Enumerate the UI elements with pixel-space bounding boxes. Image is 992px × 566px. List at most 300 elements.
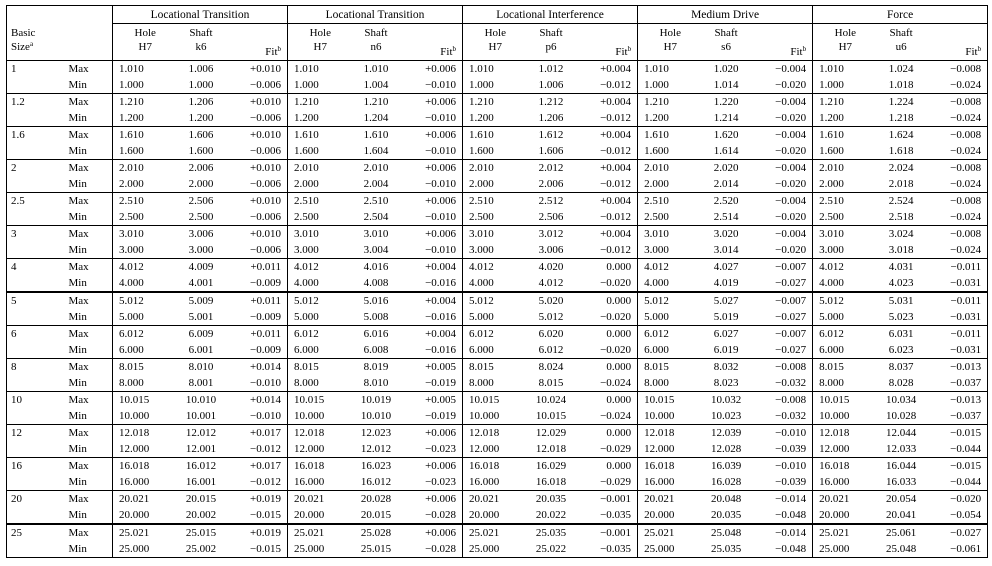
fit-value: −0.020 (756, 176, 813, 193)
hole-value: 10.015 (294, 394, 325, 406)
hole-value: 5.012 (294, 295, 319, 307)
fit-value: −0.027 (756, 309, 813, 326)
table-row-min (7, 209, 988, 226)
shaft-tolerance-class: u6 (895, 41, 907, 53)
fit-value: −0.007 (756, 292, 813, 309)
fit-value: +0.004 (406, 326, 463, 343)
hole-value: 12.000 (288, 441, 347, 458)
basic-size-cell (7, 474, 67, 491)
fit-value: −0.006 (231, 77, 288, 94)
shaft-value: 1.600 (172, 143, 231, 160)
fit-value: +0.006 (406, 94, 463, 111)
shaft-value: 16.012 (185, 460, 217, 472)
fit-value: −0.011 (931, 326, 988, 343)
basic-size-cell (7, 441, 67, 458)
shaft-value: 6.020 (538, 328, 564, 340)
hole-value: 16.018 (819, 460, 850, 472)
shaft-value: 1.604 (347, 143, 406, 160)
fit-value: −0.024 (581, 408, 638, 425)
header-corner (7, 6, 113, 24)
hole-value: 1.200 (288, 110, 347, 127)
max-label: Max (67, 491, 113, 508)
shaft-value: 16.029 (535, 460, 567, 472)
hole-value: 16.000 (288, 474, 347, 491)
shaft-value: 6.001 (172, 342, 231, 359)
shaft-value: 2.006 (522, 176, 581, 193)
shaft-value: 25.015 (347, 541, 406, 558)
shaft-value: 5.016 (363, 295, 389, 307)
shaft-value: 1.220 (713, 96, 739, 108)
basic-size-cell: 1 (7, 61, 67, 78)
shaft-value: 2.500 (172, 209, 231, 226)
shaft-value: 2.018 (872, 176, 931, 193)
shaft-header-label: Shaft (714, 27, 738, 39)
shaft-column-header (522, 24, 581, 61)
shaft-tolerance-class: n6 (370, 41, 382, 53)
basic-size-cell (7, 242, 67, 259)
min-label: Min (67, 375, 113, 392)
fit-value: +0.006 (406, 425, 463, 442)
hole-value: 5.000 (288, 309, 347, 326)
table-row-min (7, 474, 988, 491)
table-row-max (7, 491, 988, 508)
hole-value: 2.000 (638, 176, 697, 193)
hole-value: 2.010 (294, 162, 319, 174)
fit-value: −0.008 (931, 226, 988, 243)
max-label: Max (67, 524, 113, 541)
max-label: Max (67, 193, 113, 210)
hole-column-header (813, 24, 872, 61)
fit-value: −0.061 (931, 541, 988, 558)
hole-value: 20.021 (819, 493, 850, 505)
shaft-value: 4.009 (188, 261, 214, 273)
hole-value: 1.210 (644, 96, 669, 108)
shaft-value: 8.023 (697, 375, 756, 392)
shaft-value: 12.012 (185, 427, 217, 439)
shaft-value: 4.027 (713, 261, 739, 273)
fit-value: −0.010 (406, 176, 463, 193)
hole-value: 3.010 (294, 228, 319, 240)
fit-value: −0.015 (931, 425, 988, 442)
shaft-value: 12.012 (347, 441, 406, 458)
min-label: Min (67, 309, 113, 326)
shaft-value: 5.012 (522, 309, 581, 326)
fit-value: +0.004 (581, 193, 638, 210)
hole-value: 6.012 (469, 328, 494, 340)
basic-size-cell: 5 (7, 292, 67, 309)
hole-value: 10.015 (819, 394, 850, 406)
hole-value: 5.000 (813, 309, 872, 326)
hole-value: 3.000 (638, 242, 697, 259)
fit-table (6, 5, 988, 558)
fit-value: +0.006 (406, 524, 463, 541)
min-label: Min (67, 176, 113, 193)
max-label: Max (67, 61, 113, 78)
table-row-max (7, 127, 988, 144)
fit-value: −0.011 (931, 259, 988, 276)
hole-value: 10.000 (813, 408, 872, 425)
hole-value: 16.000 (463, 474, 522, 491)
hole-value: 1.600 (463, 143, 522, 160)
hole-column-header (463, 24, 522, 61)
shaft-value: 3.012 (538, 228, 564, 240)
hole-value: 5.000 (113, 309, 172, 326)
fit-value: −0.024 (931, 143, 988, 160)
shaft-value: 25.035 (697, 541, 756, 558)
table-row-min (7, 309, 988, 326)
shaft-value: 2.020 (713, 162, 739, 174)
table-row-min (7, 176, 988, 193)
min-label: Min (67, 143, 113, 160)
fit-value: −0.037 (931, 408, 988, 425)
hole-value: 6.000 (113, 342, 172, 359)
shaft-value: 2.520 (713, 195, 739, 207)
hole-value: 5.000 (638, 309, 697, 326)
hole-value: 6.000 (638, 342, 697, 359)
shaft-value: 2.518 (872, 209, 931, 226)
hole-value: 6.012 (119, 328, 144, 340)
group-title-3: Medium Drive (638, 6, 813, 24)
fit-footnote-marker: b (627, 45, 632, 53)
min-label: Min (67, 242, 113, 259)
hole-header-label: Hole (134, 27, 156, 39)
hole-value: 2.500 (288, 209, 347, 226)
shaft-value: 16.044 (885, 460, 917, 472)
shaft-value: 2.010 (363, 162, 389, 174)
fit-value: −0.010 (406, 110, 463, 127)
hole-value: 10.000 (113, 408, 172, 425)
fit-value: +0.006 (406, 127, 463, 144)
shaft-value: 5.020 (538, 295, 564, 307)
hole-value: 1.000 (638, 77, 697, 94)
shaft-value: 10.032 (710, 394, 742, 406)
shaft-column-header (347, 24, 406, 61)
shaft-value: 25.022 (522, 541, 581, 558)
basic-size-cell (7, 77, 67, 94)
shaft-column-header (172, 24, 231, 61)
shaft-value: 10.024 (535, 394, 567, 406)
shaft-value: 12.044 (885, 427, 917, 439)
shaft-value: 8.024 (538, 361, 564, 373)
hole-value: 10.015 (644, 394, 675, 406)
fit-header-label: Fit (965, 46, 978, 58)
shaft-value: 1.020 (713, 63, 739, 75)
group-title-4: Force (813, 6, 988, 24)
fit-value: −0.009 (231, 275, 288, 292)
hole-value: 25.021 (819, 527, 850, 539)
shaft-value: 25.028 (360, 527, 392, 539)
fit-value: −0.048 (756, 541, 813, 558)
hole-value: 12.000 (113, 441, 172, 458)
hole-value: 10.000 (288, 408, 347, 425)
fit-value: 0.000 (581, 392, 638, 409)
hole-value: 1.010 (469, 63, 494, 75)
basic-size-cell: 2 (7, 160, 67, 177)
fit-value: −0.008 (931, 61, 988, 78)
shaft-value: 12.029 (535, 427, 567, 439)
hole-value: 8.015 (294, 361, 319, 373)
min-label: Min (67, 441, 113, 458)
shaft-value: 20.022 (522, 507, 581, 524)
hole-tolerance-class: H7 (313, 41, 327, 53)
shaft-value: 1.206 (188, 96, 214, 108)
max-label: Max (67, 326, 113, 343)
hole-value: 2.500 (813, 209, 872, 226)
table-row-max (7, 458, 988, 475)
basic-size-cell: 16 (7, 458, 67, 475)
shaft-value: 1.004 (347, 77, 406, 94)
max-label: Max (67, 392, 113, 409)
hole-value: 6.000 (288, 342, 347, 359)
table-row-min (7, 441, 988, 458)
fit-value: +0.010 (231, 94, 288, 111)
basic-size-cell (7, 507, 67, 524)
hole-value: 12.000 (813, 441, 872, 458)
hole-value: 8.000 (113, 375, 172, 392)
hole-header-label: Hole (309, 27, 331, 39)
hole-value: 10.015 (469, 394, 500, 406)
hole-value: 2.010 (119, 162, 144, 174)
hole-value: 6.012 (644, 328, 669, 340)
shaft-value: 1.014 (697, 77, 756, 94)
hole-value: 5.012 (819, 295, 844, 307)
shaft-value: 4.001 (172, 275, 231, 292)
fit-value: +0.006 (406, 226, 463, 243)
shaft-value: 2.004 (347, 176, 406, 193)
hole-value: 8.015 (469, 361, 494, 373)
hole-value: 3.000 (463, 242, 522, 259)
fit-value: +0.004 (581, 94, 638, 111)
hole-value: 25.000 (463, 541, 522, 558)
shaft-value: 2.514 (697, 209, 756, 226)
shaft-value: 4.008 (347, 275, 406, 292)
fit-value: −0.001 (581, 491, 638, 508)
hole-value: 2.000 (113, 176, 172, 193)
basic-size-cell (7, 143, 67, 160)
fit-value: −0.009 (231, 342, 288, 359)
hole-value: 4.000 (813, 275, 872, 292)
shaft-value: 4.031 (888, 261, 914, 273)
shaft-value: 1.206 (522, 110, 581, 127)
fit-value: −0.015 (931, 458, 988, 475)
shaft-value: 8.010 (347, 375, 406, 392)
table-row-max (7, 160, 988, 177)
basic-size-footnote-marker: a (29, 39, 34, 48)
fit-value: −0.020 (756, 242, 813, 259)
hole-value: 8.000 (463, 375, 522, 392)
fit-value: −0.007 (756, 259, 813, 276)
hole-value: 25.000 (638, 541, 697, 558)
max-label: Max (67, 458, 113, 475)
fit-value: −0.009 (231, 309, 288, 326)
hole-value: 2.500 (638, 209, 697, 226)
fit-value: −0.006 (231, 110, 288, 127)
table-row-min (7, 342, 988, 359)
min-label: Min (67, 474, 113, 491)
shaft-value: 1.210 (363, 96, 389, 108)
shaft-value: 16.001 (172, 474, 231, 491)
shaft-value: 6.012 (522, 342, 581, 359)
hole-value: 20.021 (644, 493, 675, 505)
fit-value: +0.014 (231, 392, 288, 409)
fit-value: −0.020 (756, 143, 813, 160)
hole-value: 25.021 (469, 527, 500, 539)
shaft-value: 10.034 (885, 394, 917, 406)
fit-value: −0.019 (406, 375, 463, 392)
hole-value: 4.012 (469, 261, 494, 273)
fit-value: −0.008 (756, 359, 813, 376)
shaft-value: 25.048 (872, 541, 931, 558)
table-row-max (7, 259, 988, 276)
table-row-min (7, 275, 988, 292)
shaft-value: 6.027 (713, 328, 739, 340)
shaft-tolerance-class: k6 (195, 41, 207, 53)
table-row-min (7, 110, 988, 127)
table-body (7, 61, 988, 558)
fit-value: −0.020 (756, 209, 813, 226)
fit-value: +0.010 (231, 127, 288, 144)
fit-value: 0.000 (581, 259, 638, 276)
fit-value: −0.024 (931, 242, 988, 259)
fit-value: −0.024 (581, 375, 638, 392)
hole-value: 1.610 (119, 129, 144, 141)
fit-table-container (6, 5, 986, 558)
shaft-value: 20.041 (872, 507, 931, 524)
shaft-value: 1.200 (172, 110, 231, 127)
shaft-value: 8.019 (363, 361, 389, 373)
hole-value: 20.021 (119, 493, 150, 505)
hole-value: 12.000 (638, 441, 697, 458)
table-row-max (7, 193, 988, 210)
fit-value: −0.012 (581, 242, 638, 259)
shaft-value: 20.054 (885, 493, 917, 505)
fit-value: −0.035 (581, 541, 638, 558)
basic-size-cell: 10 (7, 392, 67, 409)
fit-value: −0.020 (931, 491, 988, 508)
basic-size-cell: 3 (7, 226, 67, 243)
shaft-value: 5.019 (697, 309, 756, 326)
fit-value: −0.010 (756, 425, 813, 442)
fit-value: −0.004 (756, 61, 813, 78)
fit-value: 0.000 (581, 458, 638, 475)
shaft-header-label: Shaft (889, 27, 913, 39)
hole-value: 8.015 (119, 361, 144, 373)
hole-value: 1.200 (463, 110, 522, 127)
shaft-value: 12.023 (360, 427, 392, 439)
shaft-value: 25.048 (710, 527, 742, 539)
shaft-value: 4.019 (697, 275, 756, 292)
shaft-value: 20.035 (535, 493, 567, 505)
fit-value: −0.012 (581, 143, 638, 160)
fit-value: −0.008 (756, 392, 813, 409)
hole-value: 4.000 (638, 275, 697, 292)
shaft-value: 5.001 (172, 309, 231, 326)
fit-value: −0.024 (931, 176, 988, 193)
hole-value: 8.000 (288, 375, 347, 392)
fit-value: −0.014 (756, 491, 813, 508)
shaft-value: 25.002 (172, 541, 231, 558)
fit-value: −0.027 (756, 275, 813, 292)
fit-value: +0.014 (231, 359, 288, 376)
shaft-value: 5.008 (347, 309, 406, 326)
hole-value: 1.210 (119, 96, 144, 108)
shaft-value: 8.032 (713, 361, 739, 373)
hole-value: 1.610 (819, 129, 844, 141)
fit-value: −0.054 (931, 507, 988, 524)
fit-value: −0.010 (406, 209, 463, 226)
group-title-0: Locational Transition (113, 6, 288, 24)
fit-value: −0.020 (581, 309, 638, 326)
fit-value: −0.004 (756, 160, 813, 177)
basic-size-label-line1: Basic (11, 26, 36, 39)
fit-value: −0.010 (756, 458, 813, 475)
hole-value: 1.610 (644, 129, 669, 141)
shaft-value: 2.524 (888, 195, 914, 207)
basic-size-cell (7, 541, 67, 558)
shaft-value: 5.027 (713, 295, 739, 307)
hole-value: 16.000 (638, 474, 697, 491)
fit-value: +0.006 (406, 458, 463, 475)
fit-footnote-marker: b (277, 45, 282, 53)
fit-value: +0.019 (231, 491, 288, 508)
fit-header-label: Fit (615, 46, 628, 58)
fit-value: −0.006 (231, 176, 288, 193)
hole-header-label: Hole (659, 27, 681, 39)
hole-value: 2.010 (469, 162, 494, 174)
shaft-header-label: Shaft (189, 27, 213, 39)
hole-tolerance-class: H7 (663, 41, 678, 53)
shaft-value: 1.024 (888, 63, 914, 75)
shaft-value: 3.000 (172, 242, 231, 259)
fit-value: −0.016 (406, 342, 463, 359)
fit-value: −0.020 (581, 342, 638, 359)
shaft-value: 12.018 (522, 441, 581, 458)
shaft-value: 20.028 (360, 493, 392, 505)
shaft-value: 8.001 (172, 375, 231, 392)
shaft-value: 1.006 (522, 77, 581, 94)
hole-value: 16.000 (113, 474, 172, 491)
hole-value: 6.012 (819, 328, 844, 340)
hole-value: 1.000 (813, 77, 872, 94)
hole-value: 16.018 (469, 460, 500, 472)
table-row-min (7, 541, 988, 558)
shaft-value: 2.024 (888, 162, 914, 174)
hole-value: 12.018 (819, 427, 850, 439)
fit-value: −0.024 (931, 77, 988, 94)
hole-value: 16.000 (813, 474, 872, 491)
fit-column-header (756, 24, 813, 61)
shaft-value: 3.010 (363, 228, 389, 240)
fit-value: −0.027 (931, 524, 988, 541)
hole-value: 1.010 (119, 63, 144, 75)
shaft-value: 16.023 (360, 460, 392, 472)
shaft-value: 3.024 (888, 228, 914, 240)
table-row-min (7, 77, 988, 94)
table-row-max (7, 359, 988, 376)
hole-value: 20.021 (294, 493, 325, 505)
shaft-value: 5.023 (872, 309, 931, 326)
hole-value: 25.021 (294, 527, 325, 539)
fit-header-label: Fit (265, 46, 278, 58)
shaft-value: 1.218 (872, 110, 931, 127)
fit-value: −0.029 (581, 441, 638, 458)
shaft-value: 3.018 (872, 242, 931, 259)
table-row-max (7, 226, 988, 243)
shaft-value: 10.015 (522, 408, 581, 425)
shaft-value: 1.610 (363, 129, 389, 141)
hole-value: 8.015 (819, 361, 844, 373)
fit-value: −0.010 (406, 242, 463, 259)
